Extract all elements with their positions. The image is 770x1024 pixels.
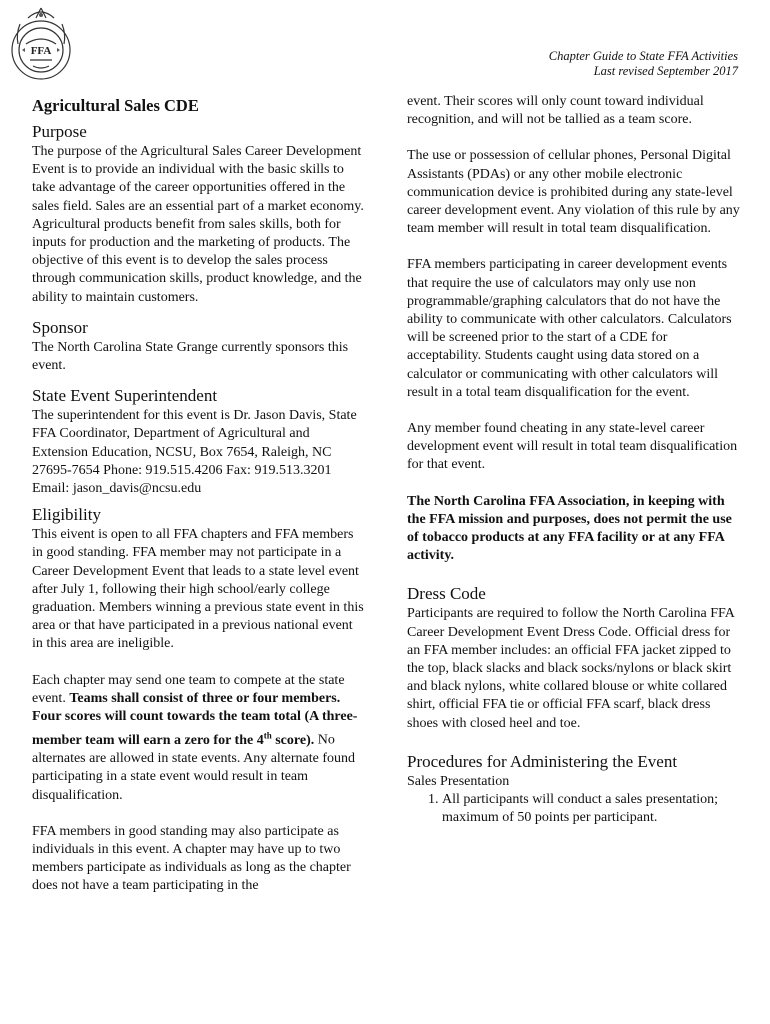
revision-date: Last revised September 2017 (593, 64, 738, 78)
right-column (407, 93, 743, 828)
left-column (32, 93, 364, 896)
team-rules-end: score). (271, 732, 315, 748)
purpose-text: The purpose of the Agricultural Sales Career Development Event is to provide an individual with the basic skills to take advantage of the career opportunities offered in the sales field. Sales are an essential part of a market economy. Agricultural products benefit from sales skills, both for inputs for production and the marketing of products. The objective of this event is to develop the sales process through communication skills, product knowledge, and the ability to maintain customers. (32, 144, 364, 305)
ffa-emblem-icon (8, 4, 74, 84)
doc-title: Chapter Guide to State FFA Activities (548, 49, 738, 63)
eligibility-text-2 (32, 672, 364, 805)
list-item: 1. All participants will conduct a sales presentation; maximum of 50 points per participant. (442, 791, 743, 827)
individual-scores-text: event. Their scores will only count toward individual recognition, and will not be tallied as a team score. (407, 94, 704, 128)
sponsor-text: The North Carolina State Grange currently sponsors this event. (32, 339, 349, 374)
tobacco-rule-text (407, 493, 743, 566)
eligibility-text-2a: Each chapter may send one team to compete at the state event. (32, 672, 345, 706)
team-rules-bold (32, 691, 357, 748)
purpose-heading: Purpose (32, 122, 87, 141)
superscript-th: th (263, 730, 272, 741)
sponsor-heading: Sponsor (32, 317, 88, 337)
superintendent-heading: State Event Superintendent (32, 386, 218, 406)
procedures-heading: Procedures for Administering the Event (407, 751, 678, 771)
page-title: Agricultural Sales CDE (32, 96, 199, 115)
eligibility-heading: Eligibility (32, 505, 101, 525)
phones-rule-text: The use or possession of cellular phones, Personal Digital Assistants (PDAs) or any other mobile electronic communication device is prohibited during any state-level career development event. Any violation of this rule by any team member will result in total team disqualification. (407, 148, 740, 237)
procedures-list (407, 791, 743, 827)
page-header (549, 49, 738, 79)
superintendent-text: The superintendent for this event is Dr. Jason Davis, State FFA Coordinator, Department of Agricultural and Extension Education, NCSU, Box 7654, Raleigh, NC 27695-7654 Phone: 919.515.4206 Fax: 919.513.3201 Email: jason_davis@ncsu.edu (32, 408, 357, 497)
tobacco-rule-bold: The North Carolina FFA Association, in keeping with the FFA mission and purposes, does not permit the use of tobacco products at any FFA facility or at any FFA activity. (407, 493, 732, 564)
calculators-rule-text: FFA members participating in career development events that require the use of calculators may only use non programmable/graphing calculators that do not have the ability to communicate with other calculators. Calculators will be screened prior to the start of a CDE for acceptability. Students caught using data stored on a calculator or communicating with other calculators will result in a total team disqualification for the event. (407, 257, 732, 400)
eligibility-text-3: FFA members in good standing may also participate as individuals in this event. A chapter may have up to two members participate as individuals as long as the chapter does not have a team participating in the (32, 823, 351, 894)
cheating-rule-text: Any member found cheating in any state-level career development event will result in total team disqualification for that event. (407, 421, 738, 473)
eligibility-text-1: This eivent is open to all FFA chapters and FFA members in good standing. FFA member may not participate in a Career Development Event that leads to a state level event after July 1, following their high school/early college graduation. Members winning a previous state event in this area or that have participated in a previous national event in this area are ineligible. (32, 527, 364, 652)
dress-code-text: Participants are required to follow the North Carolina FFA Career Development Event Dress Code. Official dress for an FFA member includes: an official FFA jacket zipped to the top, black slacks and black socks/nylons or black skirt and black nylons, white collared blouse or white collared shirt, official FFA tie or official FFA scarf, black dress shoes with closed heel and toe. (407, 606, 735, 731)
eligibility-text-2b: No alternates are allowed in state events. Any alternate found participating in a state event would result in team disqualification. (32, 732, 356, 803)
logo-text: FFA (30, 45, 52, 57)
dress-code-heading: Dress Code (407, 584, 486, 604)
team-rules-text: Teams shall consist of three or four members. Four scores will count towards the team total (A three-member team will earn a zero for the 4 (32, 690, 358, 748)
sales-presentation-subheading: Sales Presentation (407, 773, 510, 789)
